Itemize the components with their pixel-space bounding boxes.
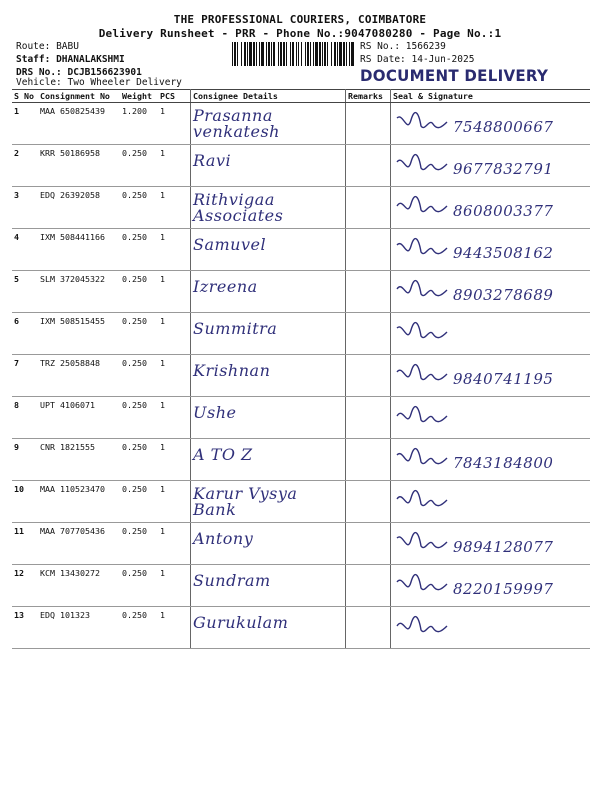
barcode-bar	[292, 42, 294, 66]
row-consignee	[191, 103, 346, 145]
row-remarks	[346, 271, 391, 313]
table-row	[12, 355, 590, 397]
table-row	[12, 397, 590, 439]
row-consignment-no: EDQ 101323	[38, 607, 120, 649]
signature-scribble-icon	[393, 110, 449, 136]
phone-handwriting: 7843184800	[453, 454, 554, 472]
row-signature	[391, 523, 591, 565]
table-row	[12, 103, 590, 145]
row-remarks	[346, 313, 391, 355]
barcode	[232, 42, 354, 66]
barcode-bar	[278, 42, 279, 66]
row-consignee	[191, 145, 346, 187]
signature-scribble-icon	[393, 488, 449, 514]
signature-scribble-icon	[393, 362, 449, 388]
row-sno: 5	[12, 271, 38, 313]
barcode-bar	[234, 42, 236, 66]
staff-value: DHANALAKSHMI	[56, 54, 125, 65]
row-pcs: 1	[158, 229, 191, 271]
row-consignee	[191, 607, 346, 649]
table-header-row	[12, 90, 590, 103]
signature-scribble-icon	[393, 194, 449, 220]
barcode-bar	[271, 42, 272, 66]
row-weight: 0.250	[120, 481, 158, 523]
row-pcs: 1	[158, 523, 191, 565]
table-row	[12, 229, 590, 271]
consignee-handwriting: Antony	[193, 529, 254, 548]
row-consignee	[191, 271, 346, 313]
row-pcs: 1	[158, 187, 191, 229]
row-signature	[391, 481, 591, 523]
row-signature	[391, 145, 591, 187]
row-signature	[391, 565, 591, 607]
rs-no-line: RS No.: 1566239	[360, 41, 446, 52]
row-consignee	[191, 439, 346, 481]
row-sno: 10	[12, 481, 38, 523]
row-sno: 11	[12, 523, 38, 565]
barcode-bar	[259, 42, 260, 66]
barcode-bar	[261, 42, 264, 66]
company-name: THE PROFESSIONAL COURIERS, COIMBATORE	[173, 13, 427, 26]
row-consignment-no: KCM 13430272	[38, 565, 120, 607]
row-remarks	[346, 355, 391, 397]
row-consignment-no: SLM 372045322	[38, 271, 120, 313]
col-consignment: Consignment No	[38, 90, 120, 103]
barcode-bar	[351, 42, 354, 66]
rs-date-line: RS Date: 14-Jun-2025	[360, 54, 475, 65]
row-pcs: 1	[158, 355, 191, 397]
row-signature	[391, 355, 591, 397]
phone-handwriting: 9443508162	[453, 244, 554, 262]
row-pcs: 1	[158, 145, 191, 187]
row-sno: 12	[12, 565, 38, 607]
route-value: BABU	[56, 41, 79, 52]
row-consignment-no: MAA 650825439	[38, 103, 120, 145]
barcode-bar	[324, 42, 326, 66]
row-weight: 0.250	[120, 607, 158, 649]
row-consignment-no: EDQ 26392058	[38, 187, 120, 229]
row-weight: 0.250	[120, 313, 158, 355]
consignee-handwriting: A TO Z	[193, 445, 253, 464]
table-row	[12, 271, 590, 313]
barcode-bar	[268, 42, 270, 66]
row-weight: 0.250	[120, 565, 158, 607]
row-consignee	[191, 355, 346, 397]
row-weight: 0.250	[120, 187, 158, 229]
barcode-bar	[249, 42, 252, 66]
row-remarks	[346, 481, 391, 523]
consignee-handwriting: Izreena	[193, 277, 258, 296]
row-sno: 8	[12, 397, 38, 439]
table-row	[12, 523, 590, 565]
barcode-bar	[253, 42, 255, 66]
row-remarks	[346, 607, 391, 649]
barcode-bar	[244, 42, 246, 66]
consignee-handwriting: Karur Vysya Bank	[193, 484, 298, 519]
row-consignee	[191, 313, 346, 355]
signature-scribble-icon	[393, 446, 449, 472]
barcode-bar	[310, 42, 311, 66]
row-weight: 1.200	[120, 103, 158, 145]
row-consignee	[191, 565, 346, 607]
phone-handwriting: 9677832791	[453, 160, 554, 178]
row-consignment-no: UPT 4106071	[38, 397, 120, 439]
row-remarks	[346, 439, 391, 481]
row-sno: 2	[12, 145, 38, 187]
col-consignee: Consignee Details	[191, 90, 346, 103]
row-pcs: 1	[158, 607, 191, 649]
row-sno: 1	[12, 103, 38, 145]
row-signature	[391, 313, 591, 355]
row-weight: 0.250	[120, 355, 158, 397]
table-row	[12, 481, 590, 523]
row-remarks	[346, 187, 391, 229]
signature-scribble-icon	[393, 320, 449, 346]
runsheet-table	[12, 89, 590, 649]
barcode-bar	[315, 42, 318, 66]
phone-handwriting: 8608003377	[453, 202, 554, 220]
row-sno: 13	[12, 607, 38, 649]
row-remarks	[346, 103, 391, 145]
barcode-bar	[337, 42, 338, 66]
barcode-bar	[256, 42, 257, 66]
row-weight: 0.250	[120, 145, 158, 187]
row-consignee	[191, 397, 346, 439]
row-consignment-no: IXM 508515455	[38, 313, 120, 355]
row-consignment-no: IXM 508441166	[38, 229, 120, 271]
consignee-handwriting: Prasanna venkatesh	[193, 106, 280, 141]
barcode-bar	[237, 42, 238, 66]
signature-scribble-icon	[393, 278, 449, 304]
col-weight: Weight	[120, 90, 158, 103]
drs-line: DRS No.: DCJB156623901	[16, 67, 142, 78]
runsheet-title: Delivery Runsheet - PRR - Phone No.:9047080280 - Page No.:1	[98, 27, 502, 40]
barcode-bar	[298, 42, 299, 66]
barcode-bar	[266, 42, 267, 66]
table-row	[12, 145, 590, 187]
barcode-bar	[313, 42, 314, 66]
phone-handwriting: 8903278689	[453, 286, 554, 304]
rs-no-value: 1566239	[405, 41, 446, 52]
barcode-bar	[331, 42, 332, 66]
row-consignee	[191, 187, 346, 229]
signature-scribble-icon	[393, 152, 449, 178]
row-consignee	[191, 481, 346, 523]
row-weight: 0.250	[120, 271, 158, 313]
consignee-handwriting: Summitra	[193, 319, 278, 338]
barcode-bar	[296, 42, 297, 66]
route-line: Route: BABU	[16, 41, 79, 52]
row-signature	[391, 229, 591, 271]
col-sno: S No	[12, 90, 38, 103]
vehicle-value: Two Wheeler Delivery	[67, 77, 182, 88]
signature-scribble-icon	[393, 572, 449, 598]
row-remarks	[346, 397, 391, 439]
barcode-bar	[346, 42, 347, 66]
phone-handwriting: 9840741195	[453, 370, 554, 388]
barcode-bar	[327, 42, 328, 66]
consignee-handwriting: Ushe	[193, 403, 237, 422]
barcode-bar	[301, 42, 302, 66]
row-signature	[391, 607, 591, 649]
col-signature: Seal & Signature	[391, 90, 591, 103]
vehicle-line: Vehicle: Two Wheeler Delivery	[16, 77, 182, 88]
table-row	[12, 313, 590, 355]
phone-handwriting: 9894128077	[453, 538, 554, 556]
row-remarks	[346, 229, 391, 271]
row-signature	[391, 397, 591, 439]
barcode-bar	[280, 42, 282, 66]
barcode-bar	[305, 42, 306, 66]
barcode-bar	[307, 42, 309, 66]
row-pcs: 1	[158, 481, 191, 523]
row-weight: 0.250	[120, 397, 158, 439]
row-pcs: 1	[158, 313, 191, 355]
row-pcs: 1	[158, 565, 191, 607]
row-weight: 0.250	[120, 523, 158, 565]
table-row	[12, 607, 590, 649]
row-consignee	[191, 229, 346, 271]
row-consignment-no: CNR 1821555	[38, 439, 120, 481]
consignee-handwriting: Gurukulam	[193, 613, 289, 632]
barcode-bar	[334, 42, 336, 66]
consignee-handwriting: Ravi	[193, 151, 232, 170]
phone-handwriting: 7548800667	[453, 118, 554, 136]
row-pcs: 1	[158, 397, 191, 439]
consignee-handwriting: Samuvel	[193, 235, 267, 254]
barcode-bar	[283, 42, 285, 66]
barcode-bar	[319, 42, 321, 66]
row-signature	[391, 439, 591, 481]
barcode-bar	[290, 42, 291, 66]
row-consignment-no: MAA 110523470	[38, 481, 120, 523]
table-row	[12, 187, 590, 229]
barcode-bar	[339, 42, 342, 66]
barcode-bar	[232, 42, 233, 66]
col-pcs: PCS	[158, 90, 191, 103]
rs-date-value: 14-Jun-2025	[411, 54, 475, 65]
row-weight: 0.250	[120, 439, 158, 481]
row-pcs: 1	[158, 271, 191, 313]
document-type-title: DOCUMENT DELIVERY	[360, 66, 549, 85]
barcode-bar	[322, 42, 323, 66]
row-consignment-no: TRZ 25058848	[38, 355, 120, 397]
barcode-bar	[349, 42, 350, 66]
row-remarks	[346, 145, 391, 187]
row-consignment-no: KRR 50186958	[38, 145, 120, 187]
row-remarks	[346, 565, 391, 607]
row-pcs: 1	[158, 439, 191, 481]
row-remarks	[346, 523, 391, 565]
signature-scribble-icon	[393, 404, 449, 430]
row-weight: 0.250	[120, 229, 158, 271]
row-sno: 7	[12, 355, 38, 397]
table-row	[12, 565, 590, 607]
signature-scribble-icon	[393, 530, 449, 556]
row-sno: 3	[12, 187, 38, 229]
barcode-bar	[241, 42, 242, 66]
barcode-bar	[273, 42, 275, 66]
consignee-handwriting: Rithvigaa Associates	[193, 190, 284, 225]
barcode-bar	[343, 42, 345, 66]
consignee-handwriting: Krishnan	[193, 361, 271, 380]
row-sno: 6	[12, 313, 38, 355]
row-sno: 4	[12, 229, 38, 271]
barcode-bar	[286, 42, 287, 66]
row-signature	[391, 187, 591, 229]
consignee-handwriting: Sundram	[193, 571, 271, 590]
row-consignee	[191, 523, 346, 565]
signature-scribble-icon	[393, 236, 449, 262]
barcode-bar	[247, 42, 248, 66]
col-remarks: Remarks	[346, 90, 391, 103]
phone-handwriting: 8220159997	[453, 580, 554, 598]
staff-line: Staff: DHANALAKSHMI	[16, 54, 125, 65]
row-consignment-no: MAA 707705436	[38, 523, 120, 565]
row-signature	[391, 271, 591, 313]
table-row	[12, 439, 590, 481]
drs-value: DCJB156623901	[67, 67, 142, 78]
row-signature	[391, 103, 591, 145]
row-sno: 9	[12, 439, 38, 481]
row-pcs: 1	[158, 103, 191, 145]
signature-scribble-icon	[393, 614, 449, 640]
